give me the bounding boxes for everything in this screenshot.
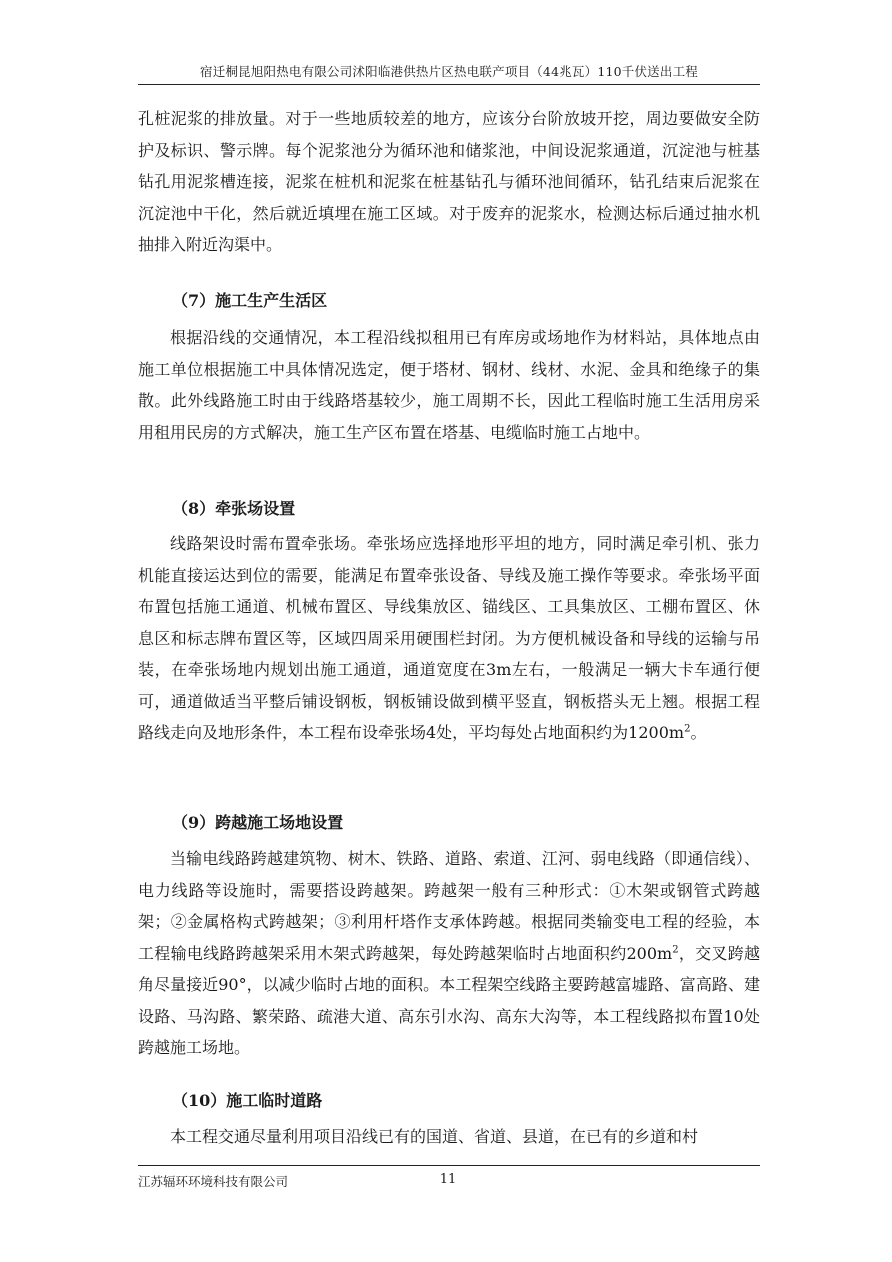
paragraph-temporary-road: 本工程交通尽量利用项目沿线已有的国道、省道、县道，在已有的乡道和村 bbox=[170, 1127, 699, 1146]
paragraph-crossing-site bbox=[138, 843, 760, 1064]
footer-rule bbox=[138, 1165, 760, 1166]
heading-temporary-road: （10）施工临时道路 bbox=[172, 1091, 323, 1110]
paragraph-tension-field bbox=[138, 528, 760, 749]
heading-construction-living-area: （7）施工生产生活区 bbox=[172, 291, 328, 310]
superscript-square: 2 bbox=[672, 944, 679, 956]
paragraph-construction-living-area: 根据沿线的交通情况，本工程沿线拟租用已有库房或场地作为材料站，具体地点由施工单位根据施工中具体情况选定，便于塔材、钢材、线材、水泥、金具和绝缘子的集散。此外线路施工时由于线路塔基较少，施工周期不长，因此工程临时施工生活用房采用租用民房的方式解决，施工生产区布置在塔基、电缆临时施工占地中。 bbox=[138, 328, 760, 442]
paragraph-crossing-site-text-b: ，交叉跨越角尽量接近90°，以减少临时占地的面积。本工程架空线路主要跨越富墟路、富高路、建设路、马沟路、繁荣路、疏港大道、高东引水沟、高东大沟等，本工程线路拟布置10处跨越施工场地。 bbox=[138, 943, 760, 1057]
footer-company: 江苏辐环环境科技有限公司 bbox=[138, 1174, 289, 1189]
heading-crossing-site: （9）跨越施工场地设置 bbox=[172, 813, 344, 832]
header-rule bbox=[138, 84, 760, 85]
paragraph-tension-field-text: 线路架设时需布置牵张场。牵张场应选择地形平坦的地方，同时满足牵引机、张力机能直接运达到位的需要，能满足布置牵张设备、导线及施工操作等要求。牵张场平面布置包括施工通道、机械布置区、导线集放区、锚线区、工具集放区、工棚布置区、休息区和标志牌布置区等，区域四周采用硬围栏封闭。为方便机械设备和导线的运输与吊装，在牵张场地内规划出施工通道，通道宽度在3m左右，一般满足一辆大卡车通行便可，通道做适当平整后铺设钢板，钢板铺设做到横平竖直，钢板搭头无上翘。根据工程路线走向及地形条件，本工程布设牵张场4处，平均每处占地面积约为1200m bbox=[138, 534, 760, 742]
page-number: 11 bbox=[439, 1172, 457, 1187]
superscript-square: 2 bbox=[684, 723, 691, 735]
paragraph-crossing-site-text-a: 当输电线路跨越建筑物、树木、铁路、道路、索道、江河、弱电线路（即通信线）、电力线路等设施时，需要搭设跨越架。跨越架一般有三种形式：①木架或钢管式跨越架；②金属格构式跨越架；③利用杆塔作支承体跨越。根据同类输变电工程的经验，本工程输电线路跨越架采用木架式跨越架，每处跨越架临时占地面积约200m bbox=[138, 849, 760, 963]
paragraph-mud-disposal: 孔桩泥浆的排放量。对于一些地质较差的地方，应该分台阶放坡开挖，周边要做安全防护及标识、警示牌。每个泥浆池分为循环池和储浆池，中间设泥浆通道，沉淀池与桩基钻孔用泥浆槽连接，泥浆在桩机和泥浆在桩基钻孔与循环池间循环，钻孔结束后泥浆在沉淀池中干化，然后就近填埋在施工区域。对于废弃的泥浆水，检测达标后通过抽水机抽排入附近沟渠中。 bbox=[138, 109, 760, 254]
heading-tension-field: （8）牵张场设置 bbox=[172, 499, 296, 518]
paragraph-tension-field-end: 。 bbox=[690, 723, 707, 742]
header-title: 宿迁桐昆旭阳热电有限公司沭阳临港供热片区热电联产项目（44兆瓦）110千伏送出工程 bbox=[200, 64, 698, 79]
